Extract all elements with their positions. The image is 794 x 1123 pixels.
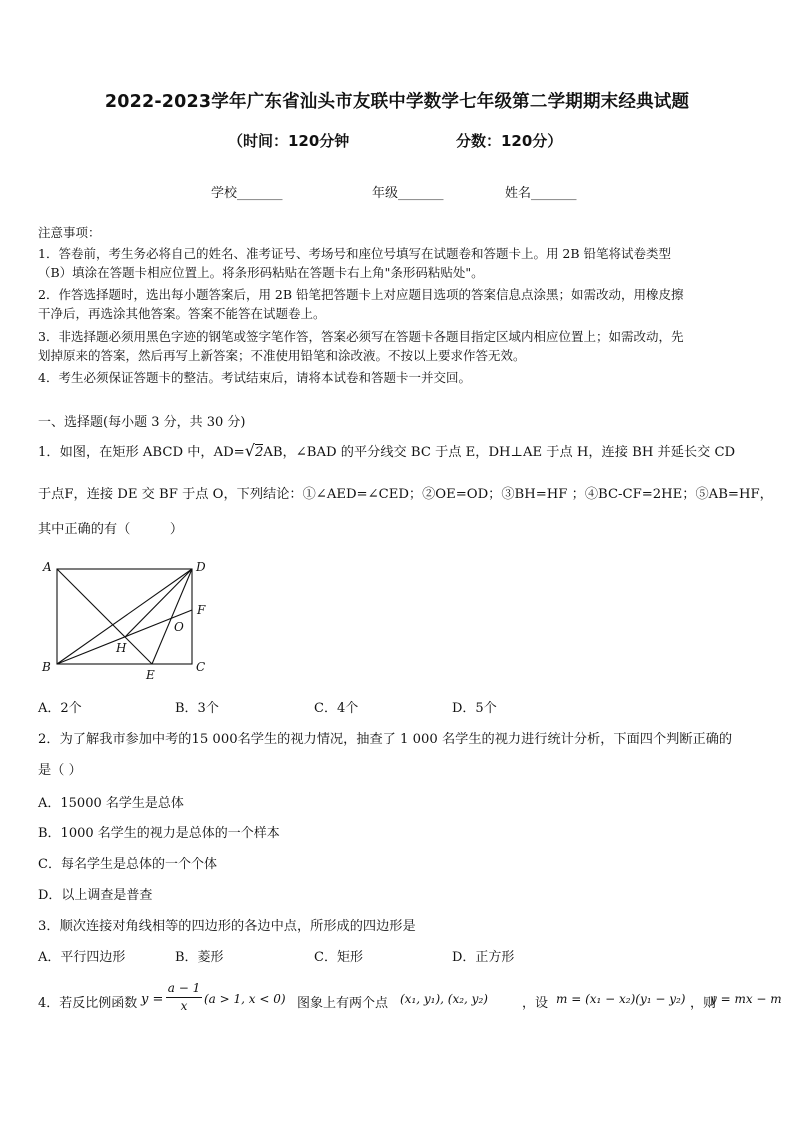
q4-mid-text: 图象上有两个点: [297, 996, 389, 1011]
question-3-line-1: 3．顺次连接对角线相等的四边形的各边中点，所形成的四边形是: [38, 919, 416, 934]
notes-line: 2．作答选择题时，选出每小题答案后，用 2B 铅笔把答题卡上对应题目选项的答案信息点涂黑；如需改动，用橡皮擦: [38, 287, 684, 302]
q3-option-d[interactable]: D．正方形: [452, 950, 515, 965]
label-a: A: [43, 560, 52, 574]
q4-m-expression: m = (x₁ − x₂)(y₁ − y₂): [556, 992, 686, 1006]
q4-fraction-denominator: x: [180, 999, 188, 1013]
q4-fraction: [166, 980, 202, 1015]
section-heading: 一、选择题(每小题 3 分，共 30 分): [38, 415, 246, 430]
label-d: D: [196, 560, 206, 574]
notes-line: 1．答卷前，考生务必将自己的姓名、准考证号、考场号和座位号填写在试题卷和答题卡上。用 2B 铅笔将试卷类型: [38, 246, 672, 261]
question-2-line-1: 2．为了解我市参加中考的15 000名学生的视力情况，抽查了 1 000 名学生的视力进行统计分析，下面四个判断正确的: [38, 732, 733, 747]
q2-option-b[interactable]: B．1000 名学生的视力是总体的一个样本: [38, 826, 280, 841]
question-2-line-2: 是（ ）: [38, 763, 82, 778]
label-h: H: [116, 641, 127, 655]
question-1-line-3: 其中正确的有（ ）: [38, 522, 184, 537]
exam-score: 分数：120分）: [456, 132, 563, 150]
notes-line: 干净后，再选涂其他答案。答案不能答在试题卷上。: [38, 306, 326, 321]
q3-option-a[interactable]: A．平行四边形: [38, 950, 126, 965]
q1-text-b: AB，∠BAD 的平分线交 BC 于点 E，DH⊥AE 于点 H，连接 BH 并延长交 CD: [263, 445, 736, 460]
radical-sign: √: [244, 441, 255, 460]
q3-option-c[interactable]: C．矩形: [314, 950, 363, 965]
notes-line: 4．考生必须保证答题卡的整洁。考试结束后，请将本试卷和答题卡一并交回。: [38, 370, 471, 385]
radicand: 2: [254, 445, 264, 460]
label-b: B: [42, 660, 51, 674]
q1-text-a: 1．如图，在矩形 ABCD 中，AD=: [38, 445, 245, 460]
page-title: 2022-2023学年广东省汕头市友联中学数学七年级第二学期期末经典试题: [104, 92, 690, 112]
label-o: O: [174, 620, 184, 634]
exam-time: （时间：120分钟: [228, 132, 350, 150]
notes-line: 3．非选择题必须用黑色字迹的钢笔或签字笔作答，答案必须写在答题卡各题目指定区域内相应位置上；如需改动，先: [38, 329, 684, 344]
label-c: C: [196, 660, 206, 674]
notes-heading: 注意事项：: [38, 225, 101, 240]
q2-option-a[interactable]: A．15000 名学生是总体: [38, 796, 184, 811]
label-f: F: [197, 603, 206, 617]
grade-field: 年级_______: [372, 186, 444, 201]
q1-option-b[interactable]: B．3个: [175, 701, 219, 716]
q4-y-equals: y =: [141, 992, 164, 1007]
sqrt-symbol: [245, 441, 264, 460]
question-1-line-2: 于点F，连接 DE 交 BF 于点 O，下列结论：①∠AED=∠CED；②OE=OD；③BH=HF ；④BC-CF=2HE；⑤AB=HF，: [38, 487, 773, 502]
segment-ae: [57, 569, 152, 664]
q4-condition: (a > 1, x < 0): [204, 992, 286, 1006]
question-1-line-1: [38, 441, 735, 460]
q4-prefix: 4．若反比例函数: [38, 996, 138, 1011]
q1-option-a[interactable]: A．2个: [38, 701, 82, 716]
q2-option-c[interactable]: C．每名学生是总体的一个个体: [38, 857, 217, 872]
q1-option-d[interactable]: D．5个: [452, 701, 497, 716]
question-4-line-1: [38, 980, 782, 1020]
q1-option-c[interactable]: C．4个: [314, 701, 359, 716]
q4-function-tail: y = mx − m: [710, 992, 782, 1006]
q4-set-text: ，设: [522, 996, 549, 1011]
school-field: 学校_______: [211, 186, 283, 201]
q1-figure: [38, 555, 218, 685]
q3-option-b[interactable]: B．菱形: [175, 950, 224, 965]
notes-line: 划掉原来的答案，然后再写上新答案；不准使用铅笔和涂改液。不按以上要求作答无效。: [38, 348, 526, 363]
q4-points: (x₁, y₁), (x₂, y₂): [400, 992, 488, 1006]
name-field: 姓名_______: [505, 186, 577, 201]
notes-line: （B）填涂在答题卡相应位置上。将条形码粘贴在答题卡右上角"条形码粘贴处"。: [38, 265, 484, 280]
q4-fraction-numerator: a − 1: [166, 980, 202, 998]
label-e: E: [146, 668, 155, 682]
q2-option-d[interactable]: D．以上调查是普查: [38, 888, 153, 903]
q4-then-text: ，则: [690, 996, 717, 1011]
